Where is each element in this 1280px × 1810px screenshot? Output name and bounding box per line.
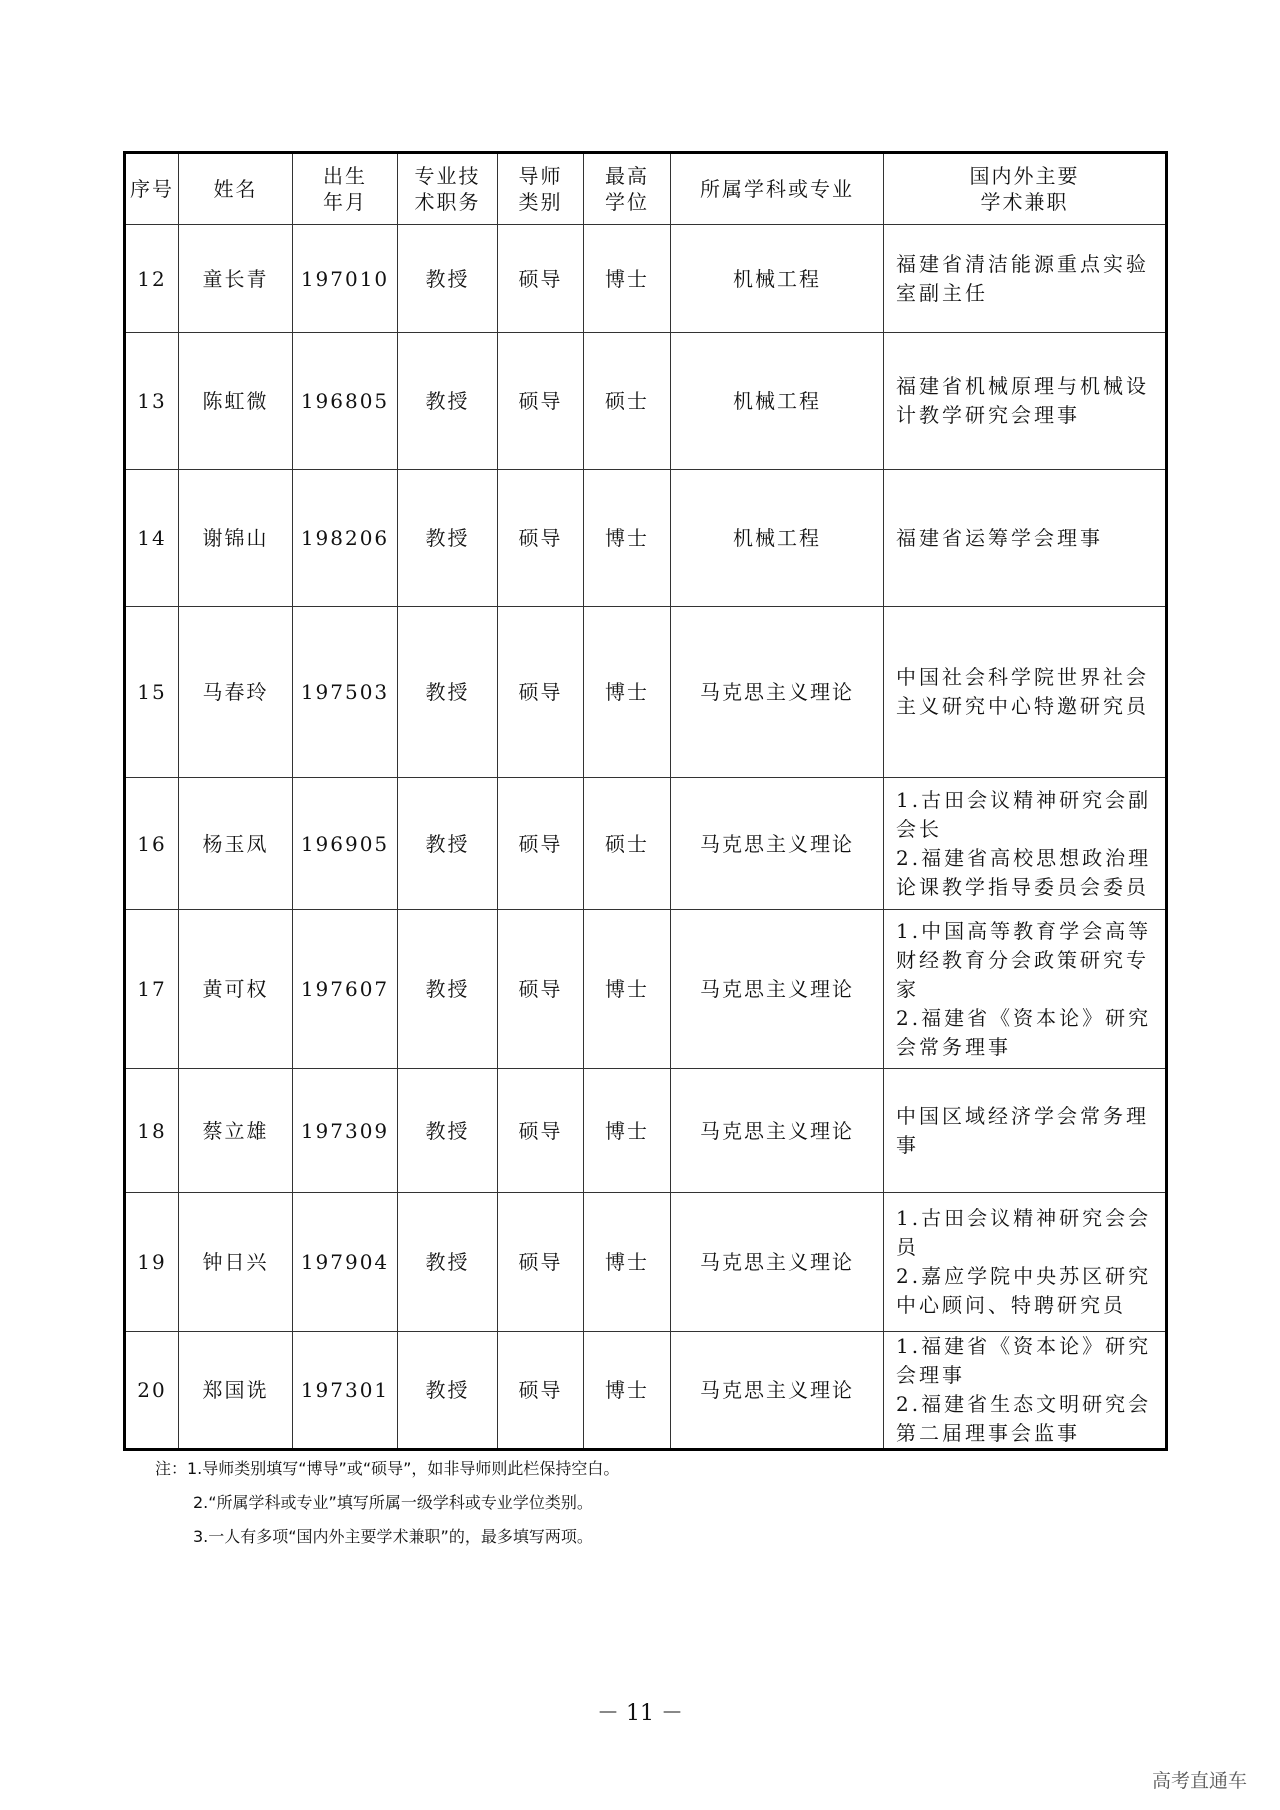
cell-type: 硕导 <box>498 1332 584 1450</box>
cell-no: 15 <box>125 607 179 778</box>
note: 3.一人有多项“国内外主要学术兼职”的，最多填写两项。 <box>193 1527 593 1546</box>
table-row <box>125 1193 1167 1332</box>
cell-title: 教授 <box>398 333 498 470</box>
cell-discipline: 马克思主义理论 <box>671 910 884 1069</box>
cell-posts <box>884 225 1167 333</box>
cell-title: 教授 <box>398 910 498 1069</box>
cell-no: 13 <box>125 333 179 470</box>
cell-no: 12 <box>125 225 179 333</box>
cell-degree: 硕士 <box>584 778 671 910</box>
cell-posts <box>884 607 1167 778</box>
cell-discipline: 马克思主义理论 <box>671 607 884 778</box>
note: 注：1.导师类别填写“博导”或“硕导”，如非导师则此栏保持空白。 <box>155 1459 620 1478</box>
cell-no: 14 <box>125 470 179 607</box>
cell-posts <box>884 470 1167 607</box>
cell-discipline: 马克思主义理论 <box>671 1332 884 1450</box>
cell-name: 郑国诜 <box>179 1332 293 1450</box>
header-label: 姓名 <box>213 177 258 201</box>
academic-post: 福建省机械原理与机械设计教学研究会理事 <box>896 374 1149 427</box>
cell-name: 马春玲 <box>179 607 293 778</box>
cell-posts <box>884 333 1167 470</box>
cell-birth: 197503 <box>293 607 398 778</box>
column-header <box>584 153 671 225</box>
cell-discipline: 机械工程 <box>671 333 884 470</box>
cell-degree: 博士 <box>584 225 671 333</box>
column-header <box>884 153 1167 225</box>
cell-birth: 197010 <box>293 225 398 333</box>
academic-post: 1.中国高等教育学会高等财经教育分会政策研究专家 <box>896 918 1152 1001</box>
cell-title: 教授 <box>398 470 498 607</box>
table-row <box>125 470 1167 607</box>
supervisor-table <box>123 151 1168 1451</box>
cell-degree: 博士 <box>584 1332 671 1450</box>
academic-post: 1.古田会议精神研究会会员 <box>896 1206 1152 1259</box>
column-header <box>125 153 179 225</box>
cell-type: 硕导 <box>498 1069 584 1193</box>
academic-post: 2.福建省生态文明研究会第二届理事会监事 <box>896 1392 1152 1445</box>
table-row <box>125 1069 1167 1193</box>
cell-type: 硕导 <box>498 910 584 1069</box>
cell-no: 17 <box>125 910 179 1069</box>
academic-post: 中国区域经济学会常务理事 <box>896 1103 1149 1157</box>
cell-no: 16 <box>125 778 179 910</box>
cell-title: 教授 <box>398 1332 498 1450</box>
cell-posts <box>884 1069 1167 1193</box>
header-label: 所属学科或专业 <box>700 177 854 201</box>
cell-birth: 197607 <box>293 910 398 1069</box>
cell-name: 钟日兴 <box>179 1193 293 1332</box>
cell-title: 教授 <box>398 1069 498 1193</box>
cell-degree: 博士 <box>584 1193 671 1332</box>
cell-discipline: 机械工程 <box>671 225 884 333</box>
column-header <box>671 153 884 225</box>
cell-name: 陈虹微 <box>179 333 293 470</box>
header-label: 序号 <box>130 177 174 201</box>
cell-birth: 198206 <box>293 470 398 607</box>
header-label: 国内外主要学术兼职 <box>969 164 1080 214</box>
note: 2.“所属学科或专业”填写所属一级学科或专业学位类别。 <box>193 1493 593 1512</box>
academic-post: 2.福建省高校思想政治理论课教学指导委员会委员 <box>896 845 1152 899</box>
cell-title: 教授 <box>398 1193 498 1332</box>
cell-birth: 197309 <box>293 1069 398 1193</box>
table-row <box>125 607 1167 778</box>
cell-birth: 197904 <box>293 1193 398 1332</box>
academic-post: 2.嘉应学院中央苏区研究中心顾问、特聘研究员 <box>896 1264 1152 1317</box>
cell-name: 杨玉凤 <box>179 778 293 910</box>
table-row <box>125 910 1167 1069</box>
cell-discipline: 机械工程 <box>671 470 884 607</box>
cell-discipline: 马克思主义理论 <box>671 778 884 910</box>
cell-type: 硕导 <box>498 1193 584 1332</box>
column-header <box>398 153 498 225</box>
academic-post: 2.福建省《资本论》研究会常务理事 <box>896 1005 1152 1059</box>
cell-type: 硕导 <box>498 607 584 778</box>
cell-posts <box>884 910 1167 1069</box>
cell-birth: 196805 <box>293 333 398 470</box>
header-label: 专业技术职务 <box>414 164 481 214</box>
cell-type: 硕导 <box>498 333 584 470</box>
cell-title: 教授 <box>398 225 498 333</box>
table-row <box>125 333 1167 470</box>
cell-title: 教授 <box>398 607 498 778</box>
cell-no: 18 <box>125 1069 179 1193</box>
cell-name: 童长青 <box>179 225 293 333</box>
cell-posts <box>884 778 1167 910</box>
cell-type: 硕导 <box>498 778 584 910</box>
cell-degree: 博士 <box>584 607 671 778</box>
cell-type: 硕导 <box>498 470 584 607</box>
header-label: 导师类别 <box>518 164 563 214</box>
watermark: 高考直通车 <box>1152 1770 1248 1792</box>
cell-posts <box>884 1193 1167 1332</box>
cell-birth: 197301 <box>293 1332 398 1450</box>
cell-discipline: 马克思主义理论 <box>671 1069 884 1193</box>
academic-post: 福建省运筹学会理事 <box>896 525 1103 550</box>
cell-degree: 硕士 <box>584 333 671 470</box>
column-header <box>293 153 398 225</box>
cell-name: 谢锦山 <box>179 470 293 607</box>
academic-post: 1.福建省《资本论》研究会理事 <box>896 1334 1152 1387</box>
cell-no: 19 <box>125 1193 179 1332</box>
table-notes <box>155 1452 619 1554</box>
cell-no: 20 <box>125 1332 179 1450</box>
cell-degree: 博士 <box>584 910 671 1069</box>
academic-post: 1.古田会议精神研究会副会长 <box>896 787 1152 841</box>
cell-type: 硕导 <box>498 225 584 333</box>
table-row <box>125 225 1167 333</box>
table-row <box>125 1332 1167 1450</box>
cell-name: 蔡立雄 <box>179 1069 293 1193</box>
table-row <box>125 778 1167 910</box>
header-label: 出生年月 <box>323 164 367 214</box>
academic-post: 福建省清洁能源重点实验室副主任 <box>896 251 1149 305</box>
cell-discipline: 马克思主义理论 <box>671 1193 884 1332</box>
cell-name: 黄可权 <box>179 910 293 1069</box>
cell-degree: 博士 <box>584 1069 671 1193</box>
cell-posts <box>884 1332 1167 1450</box>
academic-post: 中国社会科学院世界社会主义研究中心特邀研究员 <box>896 665 1149 718</box>
page-number: － 11 － <box>597 1701 683 1726</box>
cell-title: 教授 <box>398 778 498 910</box>
column-header <box>179 153 293 225</box>
cell-birth: 196905 <box>293 778 398 910</box>
column-header <box>498 153 584 225</box>
header-label: 最高学位 <box>605 164 649 214</box>
cell-degree: 博士 <box>584 470 671 607</box>
